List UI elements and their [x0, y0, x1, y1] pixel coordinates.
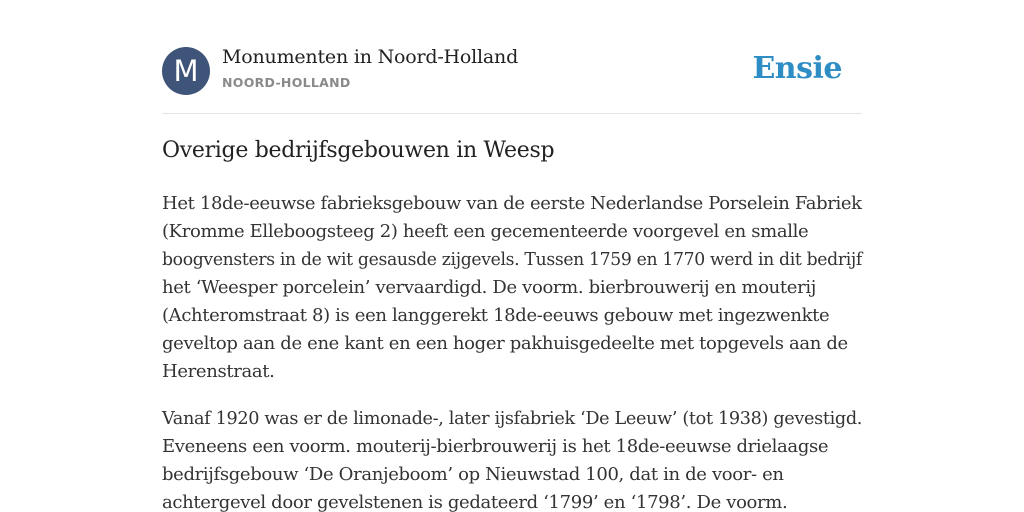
brand-logo[interactable]: Ensie	[752, 51, 842, 86]
text-line: geveltop aan de ene kant en een hoger pakhuisgedeelte met topgevels aan de	[162, 333, 848, 354]
source-title[interactable]: Monumenten in Noord-Holland	[222, 46, 519, 68]
text-line: Het 18de-eeuwse fabrieksgebouw van de eerste Nederlandse Porselein Fabriek	[162, 193, 862, 214]
paragraph-1	[162, 190, 862, 386]
text-line: boogvensters in de wit gesausde zijgevels. Tussen 1759 en 1770 werd in dit bedrijf	[162, 249, 862, 270]
source-header	[162, 47, 862, 95]
text-line: het ‘Weesper porcelein’ vervaardigd. De voorm. bierbrouwerij en mouterij	[162, 277, 817, 298]
text-line: Herenstraat.	[162, 361, 275, 382]
text-line: (Achteromstraat 8) is een langgerekt 18de-eeuws gebouw met ingezwenkte	[162, 305, 830, 326]
text-line: Eveneens een voorm. mouterij-bierbrouwerij is het 18de-eeuwse drielaagse	[162, 436, 829, 457]
header-divider	[162, 113, 862, 114]
source-subtitle[interactable]: NOORD-HOLLAND	[222, 75, 351, 90]
text-line: Vanaf 1920 was er de limonade-, later ijsfabriek ‘De Leeuw’ (tot 1938) gevestigd.	[162, 408, 863, 429]
paragraph-2	[162, 405, 862, 512]
article-title: Overige bedrijfsgebouwen in Weesp	[162, 138, 555, 163]
article-body	[162, 190, 862, 512]
text-line: bedrijfsgebouw ‘De Oranjeboom’ op Nieuwstad 100, dat in de voor- en	[162, 464, 784, 485]
source-avatar[interactable]: M	[162, 47, 210, 95]
text-line: (Kromme Elleboogsteeg 2) heeft een gecementeerde voorgevel en smalle	[162, 221, 809, 242]
text-line: achtergevel door gevelstenen is gedateerd ‘1799’ en ‘1798’. De voorm.	[162, 492, 788, 512]
